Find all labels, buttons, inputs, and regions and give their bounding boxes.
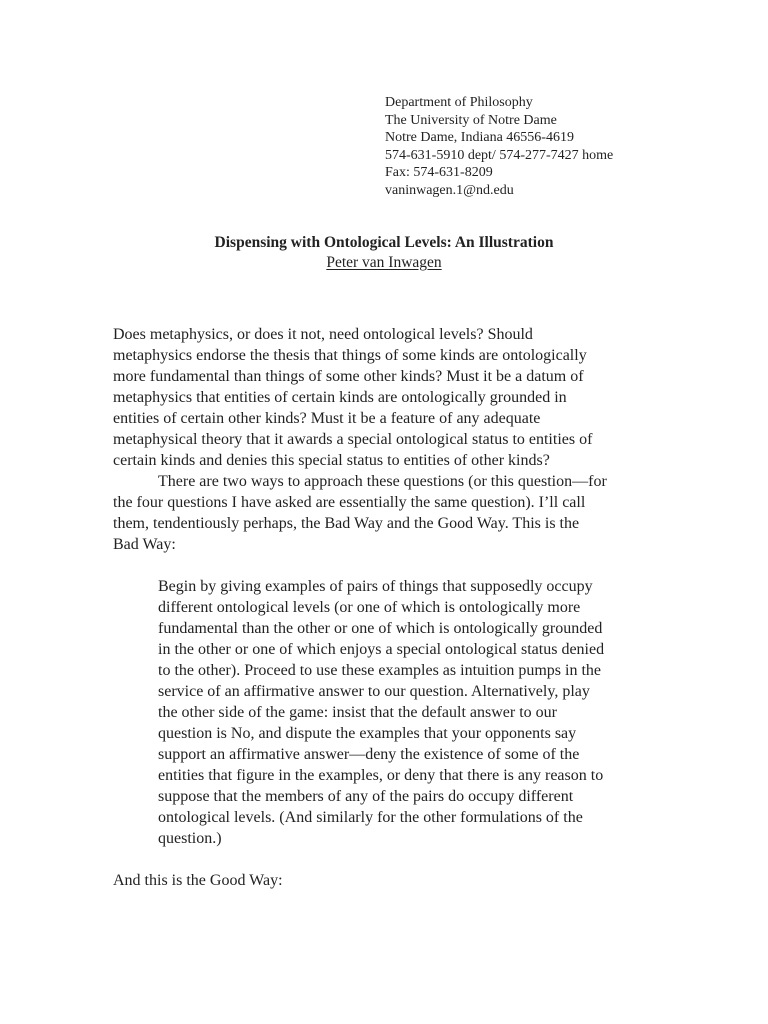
quote-line: fundamental than the other or one of which is ontologically grounded bbox=[158, 620, 603, 637]
author-address-block bbox=[385, 94, 613, 200]
text-line: Bad Way: bbox=[113, 536, 176, 553]
text-line: Does metaphysics, or does it not, need ontological levels? Should bbox=[113, 326, 533, 343]
text-line: metaphysics endorse the thesis that things of some kinds are ontologically bbox=[113, 347, 587, 364]
text-line: more fundamental than things of some other kinds? Must it be a datum of bbox=[113, 368, 584, 385]
quote-line: suppose that the members of any of the pairs do occupy different bbox=[158, 788, 574, 805]
address-line: Notre Dame, Indiana 46556-4619 bbox=[385, 130, 574, 146]
paragraph-1 bbox=[113, 324, 643, 471]
paper-title: Dispensing with Ontological Levels: An Illustration bbox=[214, 234, 554, 251]
quote-line: Begin by giving examples of pairs of things that supposedly occupy bbox=[158, 578, 593, 595]
text-line: entities of certain other kinds? Must it be a feature of any adequate bbox=[113, 410, 541, 427]
quote-line: ontological levels. (And similarly for the other formulations of the bbox=[158, 809, 583, 826]
quote-line: support an affirmative answer—deny the existence of some of the bbox=[158, 746, 580, 763]
text-line: metaphysical theory that it awards a special ontological status to entities of bbox=[113, 431, 593, 448]
quote-line: different ontological levels (or one of which is ontologically more bbox=[158, 599, 581, 616]
text-line: them, tendentiously perhaps, the Bad Way and the Good Way. This is the bbox=[113, 515, 580, 532]
text-line: metaphysics that entities of certain kinds are ontologically grounded in bbox=[113, 389, 567, 406]
quote-line: the other side of the game: insist that the default answer to our bbox=[158, 704, 557, 721]
closing-line: And this is the Good Way: bbox=[113, 872, 283, 889]
body-text bbox=[113, 324, 643, 891]
quote-line: service of an affirmative answer to our question. Alternatively, play bbox=[158, 683, 590, 700]
quote-line: question.) bbox=[158, 830, 222, 847]
paragraph-2 bbox=[113, 471, 643, 555]
paper-author: Peter van Inwagen bbox=[326, 254, 442, 271]
title-block bbox=[0, 233, 768, 273]
text-line: the four questions I have asked are essentially the same question). I’ll call bbox=[113, 494, 586, 511]
text-line: There are two ways to approach these questions (or this question—for bbox=[158, 473, 607, 490]
address-line: Department of Philosophy bbox=[385, 95, 533, 110]
quote-line: question is No, and dispute the examples that your opponents say bbox=[158, 725, 577, 742]
address-line-email: vaninwagen.1@nd.edu bbox=[385, 182, 514, 198]
block-quote bbox=[158, 576, 643, 849]
quote-line: to the other). Proceed to use these examples as intuition pumps in the bbox=[158, 662, 602, 679]
quote-line: entities that figure in the examples, or deny that there is any reason to bbox=[158, 767, 604, 784]
address-line: The University of Notre Dame bbox=[385, 112, 557, 128]
quote-line: in the other or one of which enjoys a special ontological status denied bbox=[158, 641, 605, 658]
address-line-phone: 574-631-5910 dept/ 574-277-7427 home bbox=[385, 147, 614, 163]
text-line: certain kinds and denies this special status to entities of other kinds? bbox=[113, 452, 550, 469]
address-line-fax: Fax: 574-631-8209 bbox=[385, 165, 493, 181]
